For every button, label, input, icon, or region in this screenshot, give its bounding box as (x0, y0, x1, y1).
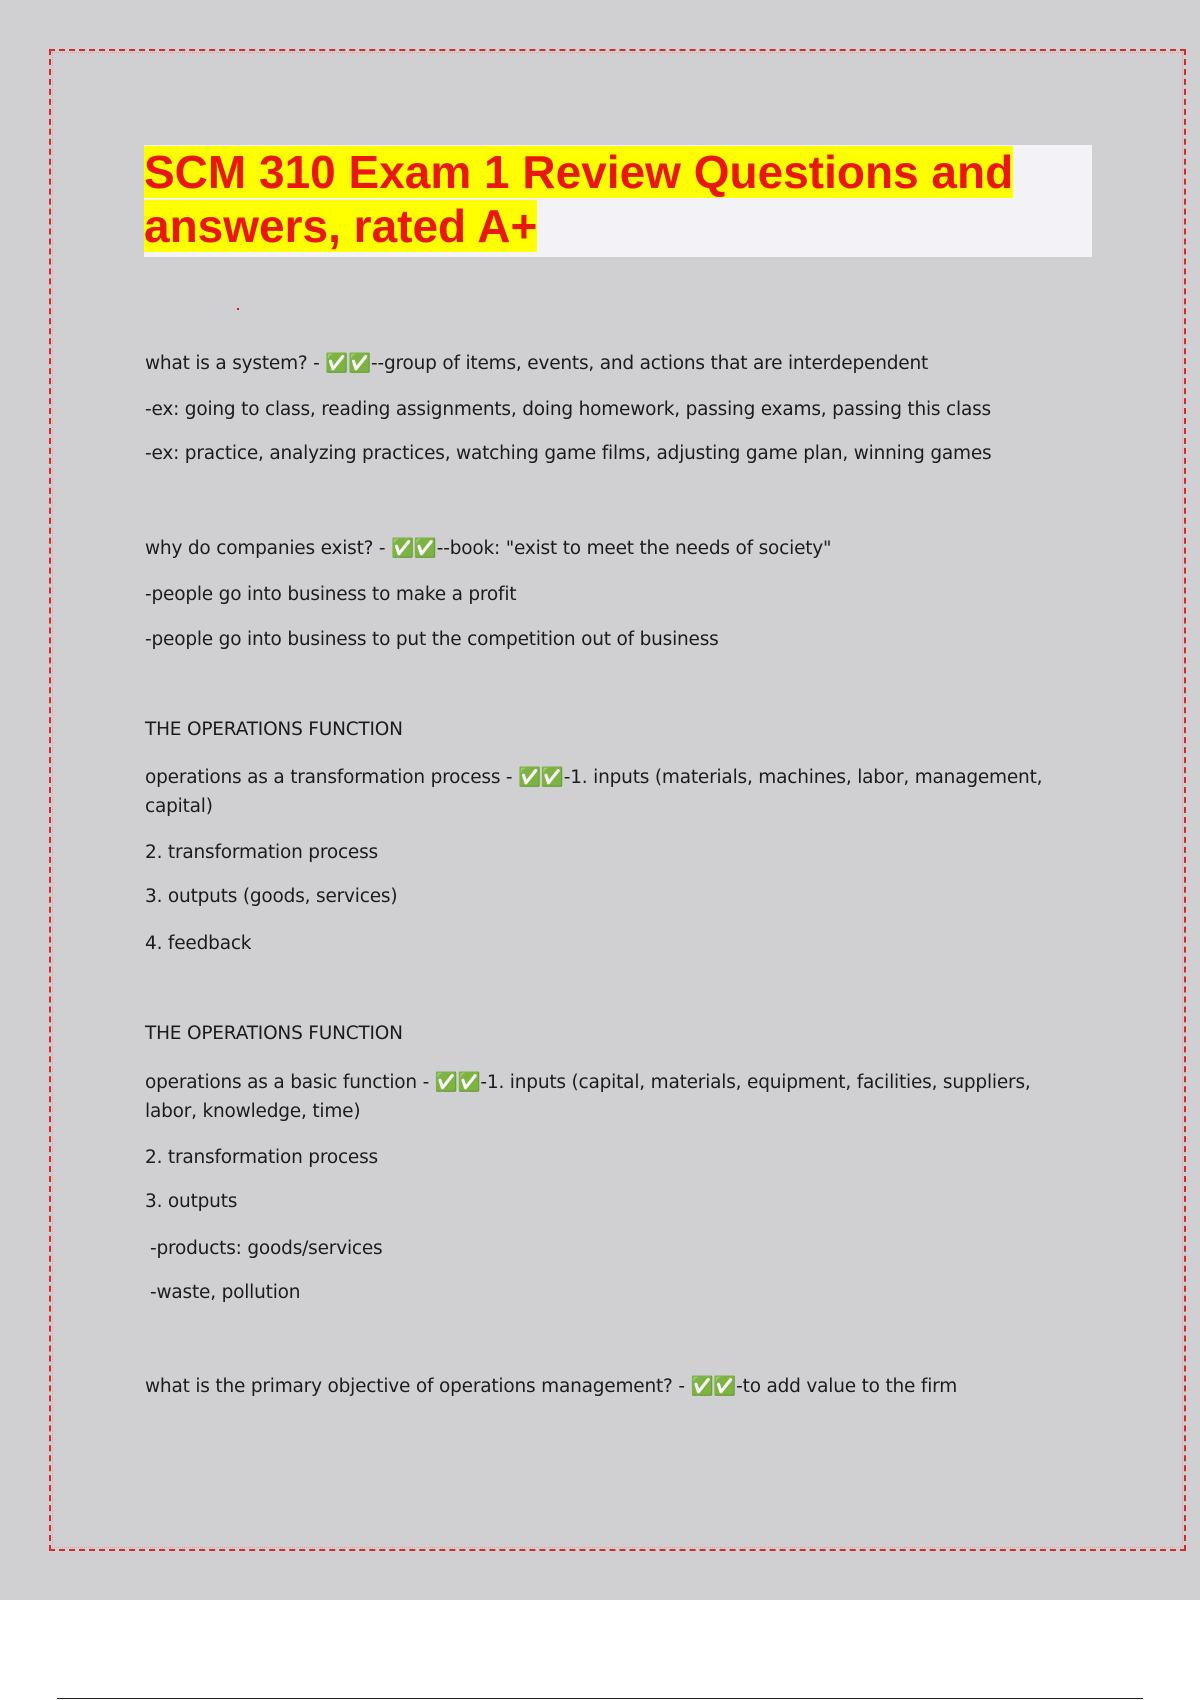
footer-divider (57, 1698, 1143, 1699)
stray-dot-mark (237, 308, 239, 310)
body-line-transformation-step-2: 2. transformation process (145, 842, 378, 863)
body-line-system-example-2: -ex: practice, analyzing practices, watching game films, adjusting game plan, winning games (145, 443, 992, 464)
body-line-basic-function: operations as a basic function - ✅✅-1. inputs (capital, materials, equipment, facilities, suppliers, labor, knowledge, time) (145, 1072, 1031, 1122)
body-line-system-example-1: -ex: going to class, reading assignments, doing homework, passing exams, passing this class (145, 399, 991, 420)
body-line-basic-waste: -waste, pollution (150, 1282, 301, 1303)
body-line-basic-step-2: 2. transformation process (145, 1147, 378, 1168)
body-line-primary-objective: what is the primary objective of operations management? - ✅✅-to add value to the firm (145, 1376, 958, 1397)
document-title-text: SCM 310 Exam 1 Review Questions and answers, rated A+ (144, 146, 1014, 252)
body-line-companies-question: why do companies exist? - ✅✅--book: "exist to meet the needs of society" (145, 538, 832, 559)
body-line-basic-step-3: 3. outputs (145, 1191, 238, 1212)
section-heading-operations-function-1: THE OPERATIONS FUNCTION (145, 719, 403, 740)
body-line-transformation-process: operations as a transformation process - ✅✅-1. inputs (materials, machines, labor, management, capital) (145, 767, 1043, 817)
body-line-transformation-step-3: 3. outputs (goods, services) (145, 886, 398, 907)
body-line-companies-competition: -people go into business to put the competition out of business (145, 629, 719, 650)
body-line-transformation-step-4: 4. feedback (145, 933, 252, 954)
section-heading-operations-function-2: THE OPERATIONS FUNCTION (145, 1023, 403, 1044)
document-title (144, 145, 1084, 253)
body-line-companies-profit: -people go into business to make a profit (145, 584, 517, 605)
body-line-basic-products: -products: goods/services (150, 1238, 383, 1259)
body-line-system-question: what is a system? - ✅✅--group of items, events, and actions that are interdependent (145, 353, 929, 374)
